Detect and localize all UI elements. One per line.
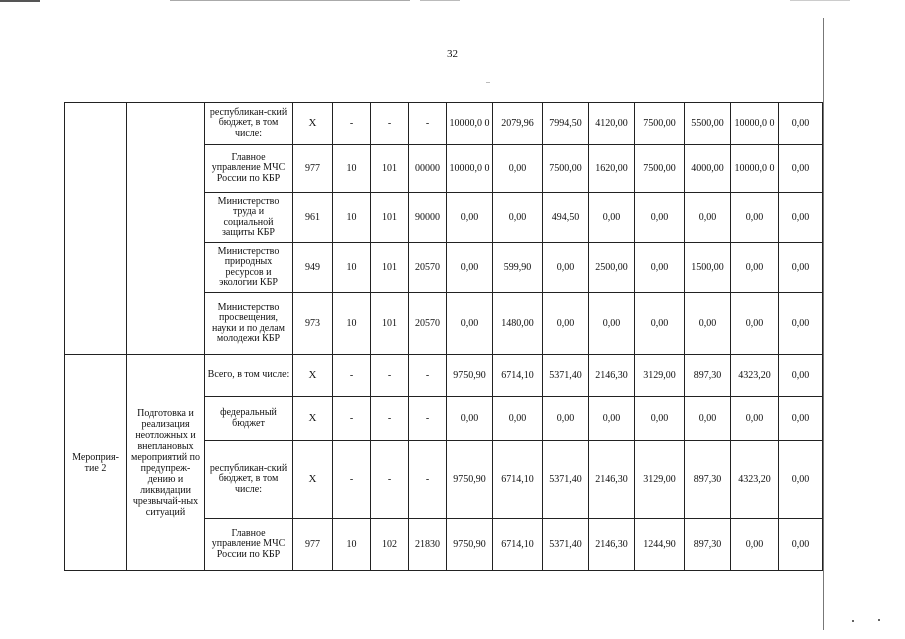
measure-2-label: Мероприя-тие 2 bbox=[65, 355, 127, 571]
value-cell-8: 0,00 bbox=[779, 243, 823, 293]
rz-code: 10 bbox=[333, 193, 371, 243]
value-cell-3: 0,00 bbox=[543, 243, 589, 293]
measure-1-label-cell bbox=[65, 103, 127, 355]
value-cell-6: 897,30 bbox=[685, 355, 731, 397]
value-cell-3: 7500,00 bbox=[543, 145, 589, 193]
value-cell-7: 4323,20 bbox=[731, 441, 779, 519]
value-cell-4: 2146,30 bbox=[589, 519, 635, 571]
grbs-code: Х bbox=[293, 397, 333, 441]
funding-source-name: республикан-ский бюджет, в том числе: bbox=[205, 441, 293, 519]
grbs-code: Х bbox=[293, 355, 333, 397]
funding-source-name: Главное управление МЧС России по КБР bbox=[205, 145, 293, 193]
funding-source-name: республикан-ский бюджет, в том числе: bbox=[205, 103, 293, 145]
value-cell-2: 0,00 bbox=[493, 193, 543, 243]
value-cell-4: 4120,00 bbox=[589, 103, 635, 145]
value-cell-4: 0,00 bbox=[589, 397, 635, 441]
value-cell-2: 6714,10 bbox=[493, 355, 543, 397]
rz-code: - bbox=[333, 103, 371, 145]
rz-code: - bbox=[333, 397, 371, 441]
value-cell-2: 599,90 bbox=[493, 243, 543, 293]
grbs-code: 973 bbox=[293, 293, 333, 355]
scan-artifact-top-right bbox=[790, 0, 850, 1]
value-cell-8: 0,00 bbox=[779, 397, 823, 441]
value-cell-8: 0,00 bbox=[779, 193, 823, 243]
pr-code: - bbox=[371, 397, 409, 441]
value-cell-3: 0,00 bbox=[543, 397, 589, 441]
value-cell-5: 7500,00 bbox=[635, 145, 685, 193]
value-cell-4: 2146,30 bbox=[589, 355, 635, 397]
value-cell-1: 10000,0 0 bbox=[447, 145, 493, 193]
value-cell-6: 4000,00 bbox=[685, 145, 731, 193]
value-cell-6: 0,00 bbox=[685, 293, 731, 355]
value-cell-5: 1244,90 bbox=[635, 519, 685, 571]
value-cell-5: 3129,00 bbox=[635, 355, 685, 397]
value-cell-4: 0,00 bbox=[589, 193, 635, 243]
value-cell-2: 6714,10 bbox=[493, 441, 543, 519]
value-cell-5: 0,00 bbox=[635, 293, 685, 355]
pr-code: 101 bbox=[371, 145, 409, 193]
csr-code: 20570 bbox=[409, 293, 447, 355]
value-cell-8: 0,00 bbox=[779, 519, 823, 571]
value-cell-5: 3129,00 bbox=[635, 441, 685, 519]
value-cell-1: 0,00 bbox=[447, 243, 493, 293]
value-cell-6: 5500,00 bbox=[685, 103, 731, 145]
value-cell-1: 9750,90 bbox=[447, 519, 493, 571]
pr-code: - bbox=[371, 103, 409, 145]
value-cell-3: 5371,40 bbox=[543, 441, 589, 519]
scan-faint-mark bbox=[486, 82, 490, 83]
value-cell-7: 0,00 bbox=[731, 293, 779, 355]
pr-code: - bbox=[371, 441, 409, 519]
scan-artifact-top-left bbox=[0, 0, 40, 2]
csr-code: 90000 bbox=[409, 193, 447, 243]
value-cell-7: 10000,0 0 bbox=[731, 145, 779, 193]
grbs-code: 977 bbox=[293, 145, 333, 193]
value-cell-3: 0,00 bbox=[543, 293, 589, 355]
value-cell-8: 0,00 bbox=[779, 103, 823, 145]
rz-code: 10 bbox=[333, 293, 371, 355]
value-cell-2: 1480,00 bbox=[493, 293, 543, 355]
csr-code: - bbox=[409, 355, 447, 397]
pr-code: 101 bbox=[371, 193, 409, 243]
budget-table bbox=[64, 102, 823, 571]
pr-code: 102 bbox=[371, 519, 409, 571]
rz-code: - bbox=[333, 441, 371, 519]
value-cell-7: 4323,20 bbox=[731, 355, 779, 397]
grbs-code: Х bbox=[293, 441, 333, 519]
value-cell-4: 0,00 bbox=[589, 293, 635, 355]
value-cell-4: 2146,30 bbox=[589, 441, 635, 519]
funding-source-name: Министерство просвещения, науки и по делам молодежи КБР bbox=[205, 293, 293, 355]
rz-code: 10 bbox=[333, 243, 371, 293]
csr-code: 20570 bbox=[409, 243, 447, 293]
funding-source-name: Всего, в том числе: bbox=[205, 355, 293, 397]
funding-source-name: Министерство природных ресурсов и экологии КБР bbox=[205, 243, 293, 293]
csr-code: 00000 bbox=[409, 145, 447, 193]
value-cell-3: 5371,40 bbox=[543, 355, 589, 397]
pr-code: 101 bbox=[371, 243, 409, 293]
value-cell-6: 897,30 bbox=[685, 441, 731, 519]
funding-source-name: Министерство труда и социальной защиты КБР bbox=[205, 193, 293, 243]
rz-code: - bbox=[333, 355, 371, 397]
value-cell-1: 0,00 bbox=[447, 293, 493, 355]
rz-code: 10 bbox=[333, 145, 371, 193]
value-cell-1: 10000,0 0 bbox=[447, 103, 493, 145]
csr-code: - bbox=[409, 103, 447, 145]
page-number: 32 bbox=[447, 48, 458, 60]
value-cell-8: 0,00 bbox=[779, 145, 823, 193]
value-cell-8: 0,00 bbox=[779, 441, 823, 519]
grbs-code: 961 bbox=[293, 193, 333, 243]
funding-source-name: Главное управление МЧС России по КБР bbox=[205, 519, 293, 571]
value-cell-5: 0,00 bbox=[635, 397, 685, 441]
value-cell-5: 0,00 bbox=[635, 193, 685, 243]
scan-artifact-top-dash bbox=[420, 0, 460, 1]
value-cell-5: 0,00 bbox=[635, 243, 685, 293]
value-cell-2: 6714,10 bbox=[493, 519, 543, 571]
value-cell-6: 0,00 bbox=[685, 397, 731, 441]
value-cell-2: 0,00 bbox=[493, 145, 543, 193]
value-cell-1: 9750,90 bbox=[447, 441, 493, 519]
scan-artifact-top-rule bbox=[170, 0, 410, 1]
value-cell-7: 0,00 bbox=[731, 519, 779, 571]
value-cell-7: 0,00 bbox=[731, 397, 779, 441]
value-cell-7: 0,00 bbox=[731, 193, 779, 243]
csr-code: 21830 bbox=[409, 519, 447, 571]
value-cell-6: 0,00 bbox=[685, 193, 731, 243]
value-cell-4: 1620,00 bbox=[589, 145, 635, 193]
value-cell-4: 2500,00 bbox=[589, 243, 635, 293]
grbs-code: 977 bbox=[293, 519, 333, 571]
value-cell-3: 7994,50 bbox=[543, 103, 589, 145]
table-row bbox=[65, 355, 823, 397]
value-cell-5: 7500,00 bbox=[635, 103, 685, 145]
measure-1-description-cell bbox=[127, 103, 205, 355]
value-cell-6: 1500,00 bbox=[685, 243, 731, 293]
csr-code: - bbox=[409, 397, 447, 441]
grbs-code: Х bbox=[293, 103, 333, 145]
value-cell-6: 897,30 bbox=[685, 519, 731, 571]
value-cell-7: 10000,0 0 bbox=[731, 103, 779, 145]
value-cell-7: 0,00 bbox=[731, 243, 779, 293]
table-row bbox=[65, 103, 823, 145]
value-cell-2: 2079,96 bbox=[493, 103, 543, 145]
csr-code: - bbox=[409, 441, 447, 519]
value-cell-1: 0,00 bbox=[447, 193, 493, 243]
value-cell-3: 494,50 bbox=[543, 193, 589, 243]
value-cell-1: 0,00 bbox=[447, 397, 493, 441]
value-cell-2: 0,00 bbox=[493, 397, 543, 441]
value-cell-1: 9750,90 bbox=[447, 355, 493, 397]
pr-code: 101 bbox=[371, 293, 409, 355]
pr-code: - bbox=[371, 355, 409, 397]
scan-speck bbox=[878, 619, 880, 621]
rz-code: 10 bbox=[333, 519, 371, 571]
value-cell-8: 0,00 bbox=[779, 293, 823, 355]
scan-artifact-right-edge bbox=[823, 18, 824, 630]
value-cell-3: 5371,40 bbox=[543, 519, 589, 571]
funding-source-name: федеральный бюджет bbox=[205, 397, 293, 441]
scan-speck bbox=[852, 620, 854, 622]
value-cell-8: 0,00 bbox=[779, 355, 823, 397]
measure-2-description: Подготовка и реализация неотложных и внеплановых мероприятий по предупреж-дению и ликвидации чрезвычай-ных ситуаций bbox=[127, 355, 205, 571]
grbs-code: 949 bbox=[293, 243, 333, 293]
